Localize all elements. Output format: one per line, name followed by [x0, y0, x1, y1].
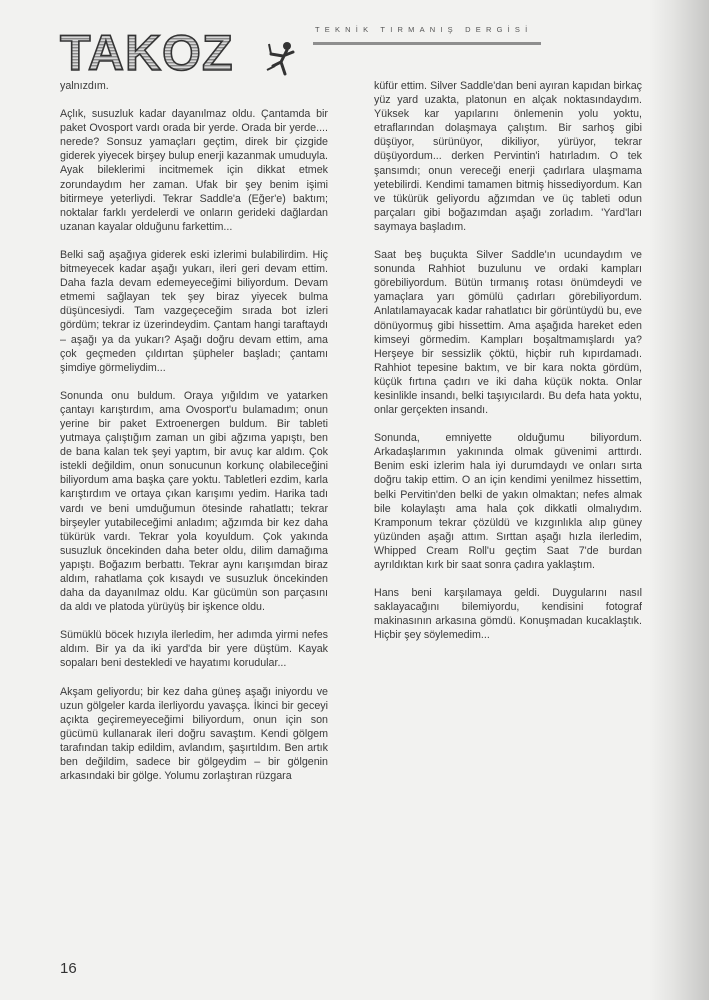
paragraph: Sonunda onu buldum. Oraya yığıldım ve yatarken çantayı karıştırdım, ama Ovosport'u bulamadım; onun yerine bir paket Extroenergen buldum. Bir tableti yutmaya çalıştığım zaman un gibi ağzıma yapıştı, ben de bana kalan tek şeyi yaptım, bir avuç kar aldım. Çok istekli değildim, onun sonucunun korkunç olabileceğini biliyordum ama başka çare yoktu. Tabletleri ezdim, karla karıştırdım ve ortaya çıkan karışımı yedim. Harika tadı vardı ve beni umduğumun ötesinde rahatlattı; tekrar birşeyler yutabileceğimi anladım; ağzımda bir kez daha tükürük vardı. Tekrar yola koyuldum. Çok yakında susuzluk öncekinden daha beter oldu, dilim damağıma yapıştı. Boğazım berbattı. Tekrar aynı karışımdan biraz aldım, rahatlama çok kısaydı ve susuzluk öncekinden daha da dayanılmaz oldu. Kar gücümün son parçasını da aldı ve platoda yürüyüş bir işkence oldu. — [60, 389, 328, 614]
paragraph: Açlık, susuzluk kadar dayanılmaz oldu. Çantamda bir paket Ovosport vardı orada bir yerde. Orada bir yerde.... nerede? Sonsuz yamaçları geçtim, direk bir çizgide giderek yiyecek birşey bulup enerji kazanmak umuduyla. Ayak bileklerimi incitmemek için dikkat etmek zorundaydım her zaman. Ufak bir şey benim işimi bitirmeye yeterliydi. Tekrar Saddle'a (Eğer'e) baktım; noktalar farklı yerdelerdi ve onların gerideki dağlardan uzanan kayalar olduğunu farkettim... — [60, 108, 328, 233]
paragraph: Belki sağ aşağıya giderek eski izlerimi bulabilirdim. Hiç bitmeyecek kadar aşağı yukarı, ileri geri devam ettim. Daha fazla devam edemeyeceğimi biliyordum. Devam etmemi sağlayan tek şey biraz yiyecek bulma düşüncesiydi. Tam vazgeçeceğim sırada bot izleri gördüm; tekrar iz üzerindeydim. Çantam hangi taraftaydı – aşağı ya da yukarı? Aşağı doğru devam ettim, ama çok geçmeden çıldırtan şüpheler başladı; çantamı şimdiye görmeliydim... — [60, 248, 328, 374]
magazine-tagline: TEKNİK TIRMANIŞ DERGİSİ — [315, 25, 533, 34]
takoz-logo — [58, 26, 308, 82]
paragraph: Saat beş buçukta Silver Saddle'ın ucundaydım ve sonunda Rahhiot buzulunu ve ordaki kampları görebiliyordum. Bütün tırmanış rotası önümdeydi ve yamaçlara yarı gömülü çadırları görebiliyordum. Anlatılamayacak kadar rahatlatıcı bir görüntüydü bu, eve dönüyormuş gibi hissettim. Ama aşağıda hareket eden kimseyi görmedim. Kampları boşaltmamışlardı ya? Herşeye bir sessizlik çöktü, hiçbir ruh kıpırdamadı. Rahhiot tepesine baktım, ve bir kara nokta gördüm, küçük fırtına çadırı ve iki daha küçük nokta. Onlar kesinlikle insandı, belki taşıyıcılardı. Bu defa hata yoktu, onlar gerçekten insandı. — [374, 249, 642, 417]
right-text-column — [374, 79, 642, 656]
paragraph: Sümüklü böcek hızıyla ilerledim, her adımda yirmi nefes aldım. Bir ya da iki yard'da bir yere düştüm. Kayak sopaları beni destekledi ve hayatımı korudular... — [60, 629, 328, 670]
page-number: 16 — [60, 960, 77, 977]
svg-text:TAKOZ: TAKOZ — [60, 26, 234, 81]
page-edge-shadow — [649, 0, 709, 1000]
left-text-column — [60, 79, 328, 797]
climber-figure-icon — [267, 42, 293, 74]
paragraph: Sonunda, emniyette olduğumu biliyordum. Arkadaşlarımın yakınında olmak güvenimi arttırdı. Benim eski izlerim hala iyi durumdaydı ve onları sırta doğru takip ettim. O an için kendimi yenilmez hissettim, belki Pervitin'den belki de yakın olmaktan; nefes almak bile kolaylaştı ama hala çok dikkatli olmalıydım. Kramponum tekrar çözüldü ve kızgınlıkla alıp güney yüzünden aşağı attım. Sırttan aşağı hızla ilerledim, Whipped Cream Roll'u geçtim Saat 7'de burdan ayrıldıktan kırk bir saat sonra çadıra yaklaştım. — [374, 432, 642, 571]
paragraph: Hans beni karşılamaya geldi. Duygularını nasıl saklayacağını bilemiyordu, kendisini fotograf makinasının arkasına gömdü. Konuşmadan kucaklaştık. Hiçbir şey söylemedim... — [374, 587, 642, 642]
paragraph: küfür ettim. Silver Saddle'dan beni ayıran kapıdan birkaç yüz yard uzakta, platonun en alçak noktasındaydım. Yüksek kar yapılarını önlemenin yolu yoktu, etraflarından dolaşmaya çalıştım. Bir sarhoş gibi düşüyor, sürünüyor, dikiliyor, yürüyor, tekrar düşüyordum... derken Pervintin'i hatırladım. O tek şansımdı; onun vereceği enerji çadırlara ulaşmama yetebilirdi. Kendimi tamamen bitmiş hissediyordum. Kan ve tükürük geliyordu ağzımdan ve üç tableti odun parçaları gibi boğazımdan aşağı zorladım. 'Yard'ları saymaya başladım. — [374, 80, 642, 233]
magazine-header — [58, 20, 658, 82]
paragraph: Akşam geliyordu; bir kez daha güneş aşağı iniyordu ve uzun gölgeler karda ilerliyordu yavaşça. İkinci bir geceyi açıkta geçiremeyeceğimi biliyordum, onun için son gücümü kullanarak ileri doğru savaştım. Kendi gölgem tarafından takip edildim, avlandım, şaşırtıldım. Ben artık ben değildim, sadece bir gölgeydim – bir gölgenin arkasındaki bir gölge. Yolumu zorlaştıran rüzgara — [60, 685, 328, 783]
paragraph: yalnızdım. — [60, 80, 109, 92]
header-rule — [313, 42, 541, 45]
